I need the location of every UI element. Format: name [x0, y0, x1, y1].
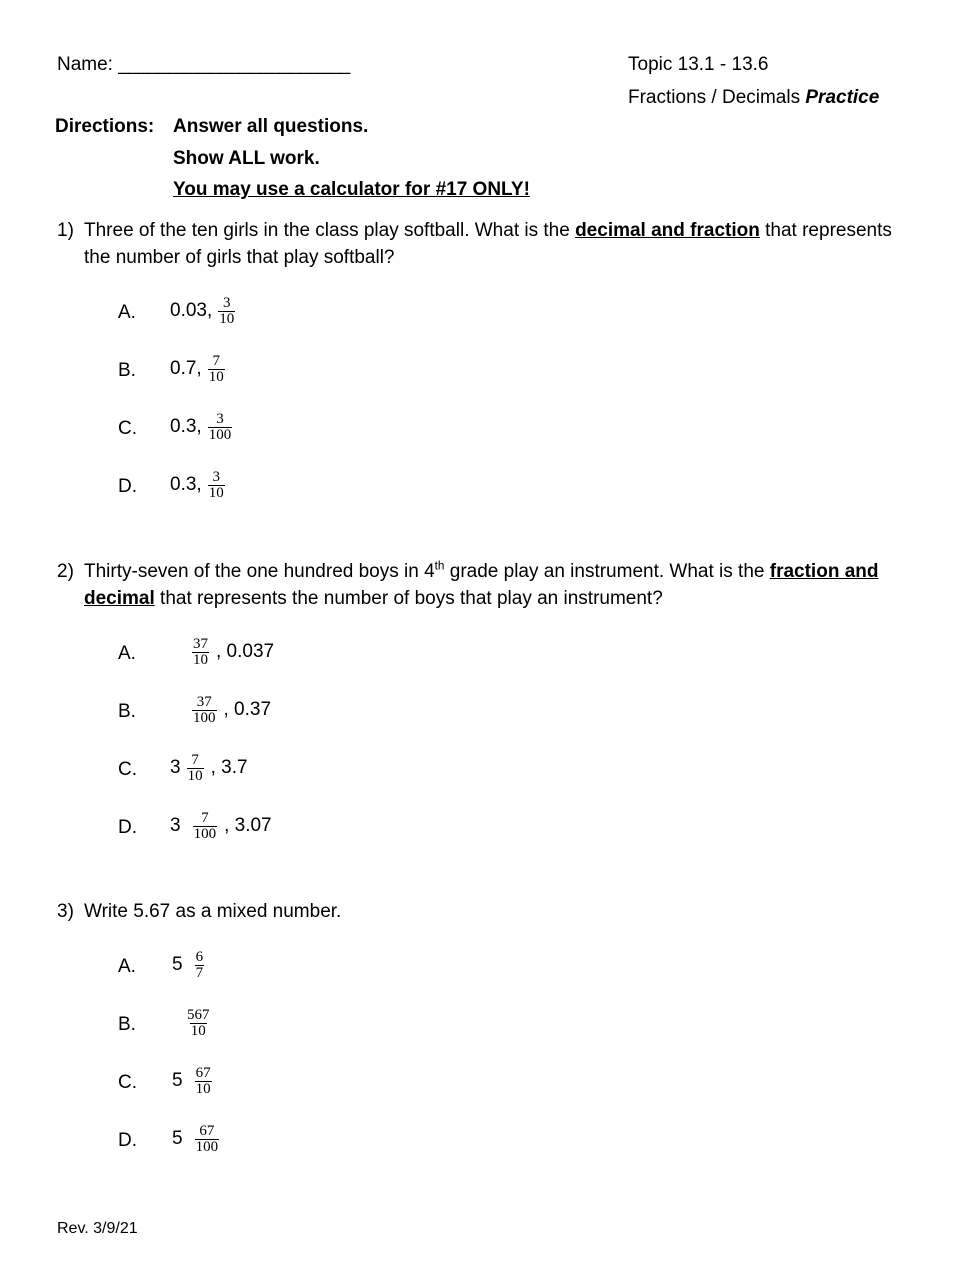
choice-1b-fraction: [208, 354, 225, 386]
choice-3d[interactable]: [0, 1114, 979, 1172]
fraction-numerator: 7: [212, 352, 220, 369]
fraction-denominator: 10: [193, 652, 208, 669]
choice-2a[interactable]: [0, 627, 979, 685]
choice-3b[interactable]: [0, 998, 979, 1056]
directions-label: Directions:: [55, 116, 155, 137]
choice-3c[interactable]: [0, 1056, 979, 1114]
choice-1a-letter: A.: [118, 301, 136, 323]
question-2-stem-before: Thirty-seven of the one hundred boys in 4: [84, 561, 435, 582]
name-field-line: [57, 52, 350, 78]
fraction-numerator: 67: [195, 1064, 211, 1081]
choice-2d-lead: 3: [170, 815, 181, 837]
question-1-stem: [0, 218, 979, 272]
choice-1d[interactable]: [0, 460, 979, 518]
fraction-numerator: 3: [216, 410, 224, 427]
choice-2c-body: [170, 751, 248, 785]
choice-1a-lead: 0.03,: [170, 300, 213, 322]
choice-1c[interactable]: [0, 402, 979, 460]
fraction-numerator: 3: [223, 294, 231, 311]
question-2-stem-after: that represents the number of boys that play an instrument?: [154, 587, 663, 609]
revision-footer: Rev. 3/9/21: [57, 1220, 138, 1237]
choice-3a-body: [172, 948, 211, 982]
question-1-stem-emphasis: decimal and fraction: [575, 220, 760, 241]
choice-3c-body: [172, 1064, 219, 1098]
fraction-numerator: 567: [187, 1006, 210, 1023]
fraction-numerator: 67: [199, 1122, 215, 1139]
choice-2b-fraction: [192, 695, 217, 727]
choice-2a-body: [186, 635, 275, 669]
choice-2c-tail: , 3.7: [210, 757, 248, 779]
choice-2c-lead: 3: [170, 757, 181, 779]
choice-1a-fraction: [218, 296, 235, 328]
fraction-numerator: 7: [201, 809, 209, 826]
topic-line: Topic 13.1 - 13.6: [628, 54, 769, 75]
question-2-choices: [0, 627, 979, 859]
fraction-denominator: 10: [208, 369, 224, 386]
fraction-denominator: 100: [208, 427, 232, 444]
question-3-number: 3): [57, 901, 74, 922]
question-1-stem-after: that represents the number of girls that play softball?: [84, 220, 892, 268]
fraction-numerator: 37: [193, 635, 208, 652]
choice-2a-tail: , 0.037: [216, 641, 275, 663]
choice-1b[interactable]: [0, 344, 979, 402]
subject-line: [628, 85, 879, 111]
fraction-numerator: 3: [212, 468, 220, 485]
choice-1d-body: [170, 468, 232, 502]
question-2-stem-mid: grade play an instrument. What is the: [444, 561, 770, 582]
choice-3d-fraction: [195, 1124, 220, 1156]
choice-3d-lead: 5: [172, 1128, 183, 1150]
question-2-stem: [0, 559, 979, 613]
directions-lines: [173, 114, 530, 203]
name-blank: _______________________: [118, 54, 350, 75]
choice-1c-lead: 0.3,: [170, 416, 202, 438]
choice-3a[interactable]: [0, 940, 979, 998]
question-2: [0, 559, 979, 859]
choice-2d[interactable]: [0, 801, 979, 859]
choice-2a-letter: A.: [118, 642, 136, 664]
fraction-denominator: 10: [187, 768, 203, 785]
fraction-denominator: 10: [208, 485, 224, 502]
choice-1d-fraction: [208, 470, 225, 502]
fraction-denominator: 10: [195, 1081, 211, 1098]
choice-2a-fraction: [192, 637, 209, 669]
topic-block: [628, 52, 879, 110]
choice-2d-letter: D.: [118, 816, 137, 838]
choice-3c-fraction: [195, 1066, 212, 1098]
question-1-stem-before: Three of the ten girls in the class play softball. What is the: [84, 220, 576, 241]
choice-1b-letter: B.: [118, 359, 136, 381]
choice-3b-letter: B.: [118, 1013, 136, 1035]
choice-1c-body: [170, 410, 239, 444]
choice-2b-letter: B.: [118, 700, 136, 722]
choice-1a[interactable]: [0, 286, 979, 344]
question-3-choices: [0, 940, 979, 1172]
choice-1a-body: [170, 294, 242, 328]
choice-2c-fraction: [187, 753, 204, 785]
choice-3d-body: [172, 1122, 226, 1156]
choice-2d-tail: , 3.07: [224, 815, 272, 837]
choice-1c-fraction: [208, 412, 233, 444]
choice-1b-lead: 0.7,: [170, 358, 202, 380]
question-3: [0, 899, 979, 1172]
choice-3a-fraction: [195, 950, 205, 982]
choice-3c-letter: C.: [118, 1071, 137, 1093]
choice-1d-letter: D.: [118, 475, 137, 497]
question-3-stem-before: Write 5.67 as a mixed number.: [84, 901, 342, 922]
choice-2d-fraction: [193, 811, 218, 843]
choice-1b-body: [170, 352, 232, 386]
question-2-number: 2): [57, 561, 74, 582]
question-2-stem-emphasis: fraction and decimal: [84, 561, 879, 609]
choice-2b[interactable]: [0, 685, 979, 743]
name-label: Name:: [57, 54, 113, 75]
choice-3a-lead: 5: [172, 954, 183, 976]
practice-label: Practice: [805, 86, 880, 108]
choice-2b-tail: , 0.37: [223, 699, 272, 721]
subject-text: Fractions / Decimals: [628, 86, 806, 108]
fraction-denominator: 100: [195, 1139, 219, 1156]
question-1: [0, 218, 979, 518]
question-2-ordinal-suffix: th: [434, 559, 445, 573]
fraction-denominator: 10: [219, 311, 235, 328]
choice-2c[interactable]: [0, 743, 979, 801]
choice-3a-letter: A.: [118, 955, 136, 977]
choice-2c-letter: C.: [118, 758, 137, 780]
choice-3c-lead: 5: [172, 1070, 183, 1092]
choice-2b-body: [186, 693, 272, 727]
question-1-choices: [0, 286, 979, 518]
directions-block: [55, 114, 530, 203]
choice-2d-body: [170, 809, 272, 843]
fraction-denominator: 7: [195, 965, 204, 982]
fraction-denominator: 10: [190, 1023, 206, 1040]
choice-1d-lead: 0.3,: [170, 474, 202, 496]
page-header: [0, 52, 979, 122]
fraction-denominator: 100: [193, 710, 216, 727]
question-3-stem: [0, 899, 979, 926]
choice-3d-letter: D.: [118, 1129, 137, 1151]
choice-3b-fraction: [186, 1008, 211, 1040]
question-1-number: 1): [57, 220, 74, 241]
fraction-numerator: 37: [196, 693, 212, 710]
directions-line-2: Show ALL work.: [173, 147, 320, 169]
fraction-denominator: 100: [193, 826, 217, 843]
fraction-numerator: 7: [191, 751, 199, 768]
fraction-numerator: 6: [195, 948, 204, 965]
choice-1c-letter: C.: [118, 417, 137, 439]
choice-3b-body: [180, 1006, 218, 1040]
directions-line-3: You may use a calculator for #17 ONLY!: [173, 179, 530, 201]
directions-line-1: Answer all questions.: [173, 116, 369, 137]
